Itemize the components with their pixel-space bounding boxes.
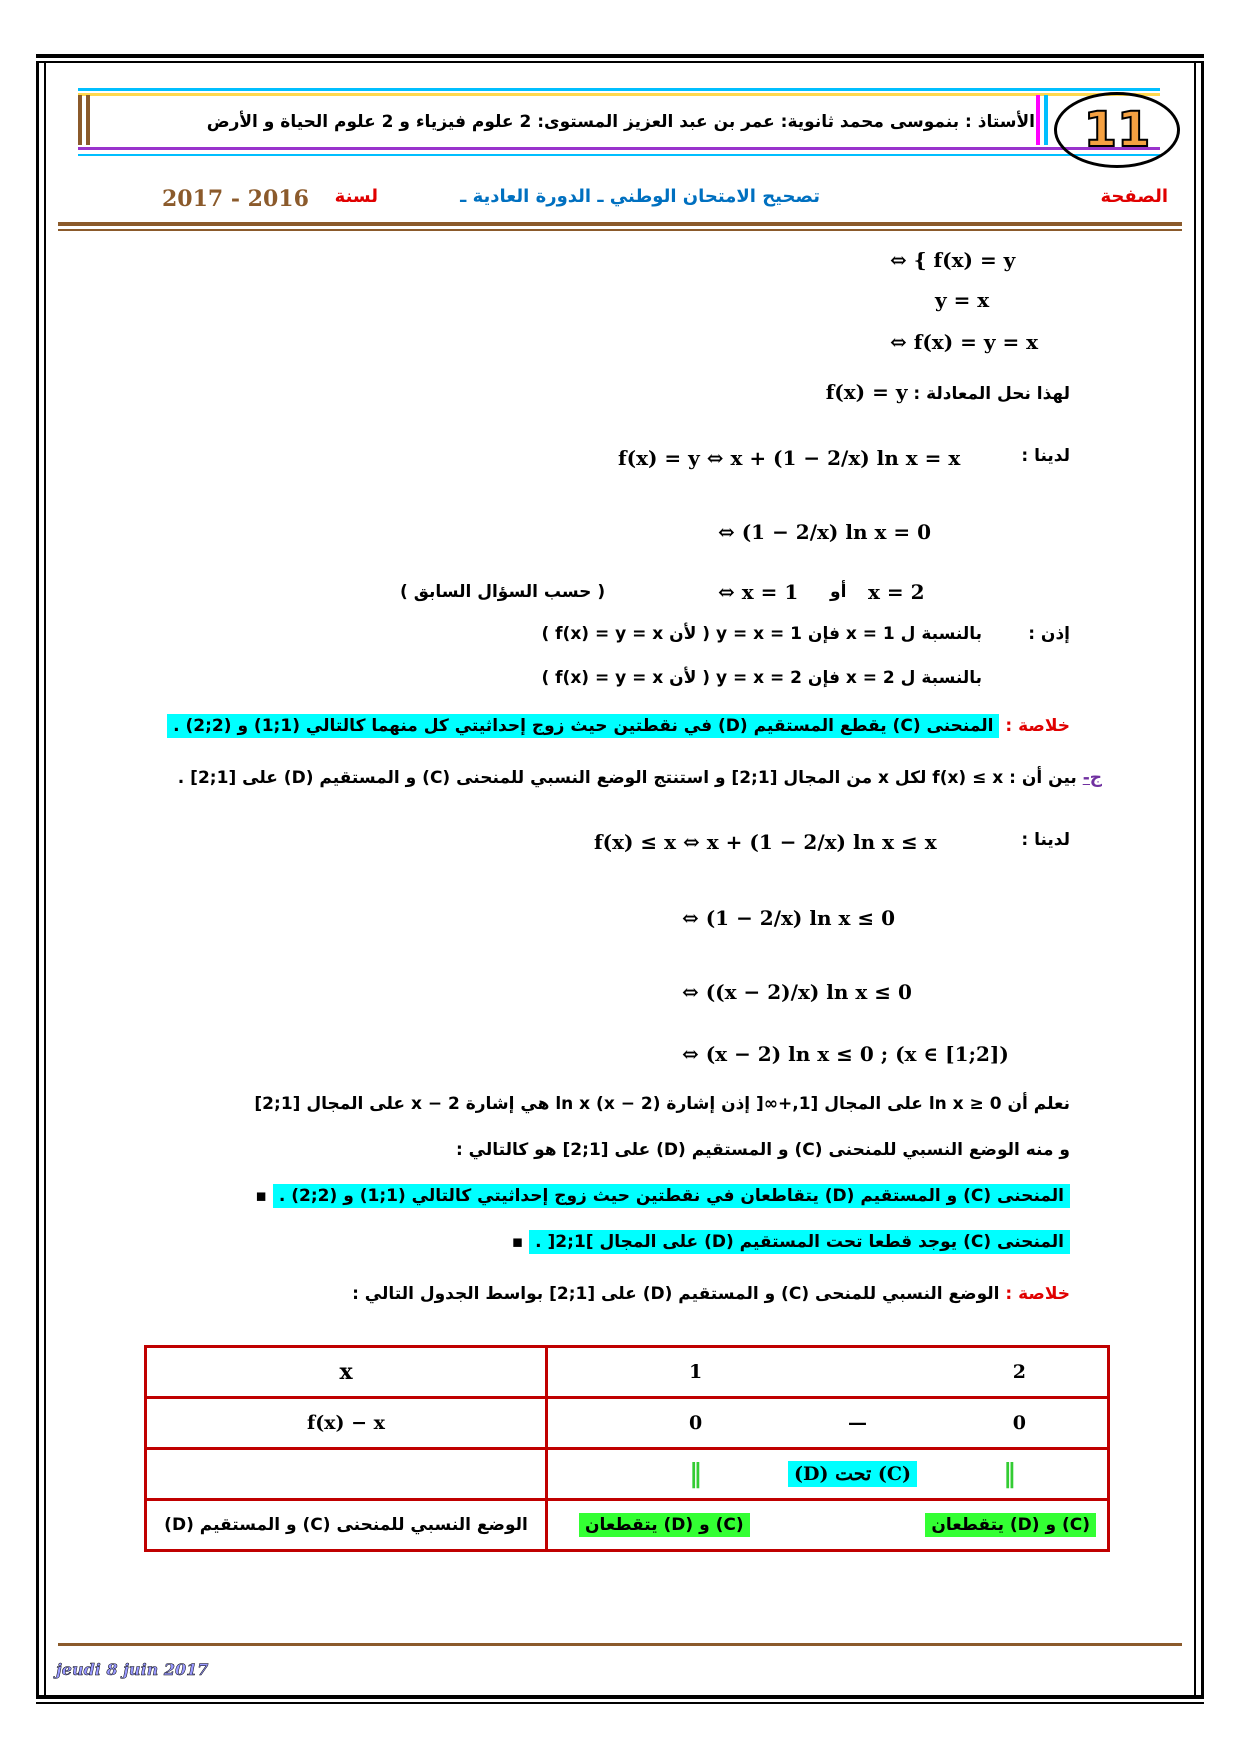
ineq-line2: ⇔ (1 − 2/x) ln x ≤ 0 xyxy=(682,906,895,930)
header-separator2 xyxy=(58,229,1182,231)
header-rule-top xyxy=(78,88,1160,91)
exam-title: تصحيح الامتحان الوطني ـ الدورة العادية ـ xyxy=(460,186,820,207)
table-row-position xyxy=(146,1500,1109,1551)
page-frame-bottom xyxy=(36,1695,1204,1699)
x-value-1: 1 xyxy=(689,1361,703,1383)
cell-position-label: الوضع النسبي للمنحنى (C) و المستقيم (D) xyxy=(146,1500,547,1551)
sign-zero-1: 0 xyxy=(689,1412,703,1434)
header-bar-right1 xyxy=(1036,95,1040,145)
position-right: (C) و (D) يتقطعان xyxy=(925,1513,1096,1537)
bullet-1-marker: ▪ xyxy=(255,1186,267,1206)
frame-right-outer xyxy=(1201,63,1204,1695)
header-bar-right2 xyxy=(1044,95,1048,145)
page-frame-bottom-inner xyxy=(36,1702,1204,1704)
teacher-info: الأستاذ : بنموسى محمد ثانوية: عمر بن عبد العزيز المستوى: 2 علوم فيزياء و 2 علوم الحياة و الأرض xyxy=(206,112,1035,132)
page-frame-top xyxy=(36,54,1204,58)
case-x2: بالنسبة ل x = 2 فإن y = x = 2 ( لأن f(x) = y = x ) xyxy=(541,668,982,688)
bullet-2-text: المنحنى (C) يوجد قطعا تحت المستقيم (D) على المجال ]1;2[ . xyxy=(529,1230,1070,1254)
sign-reasoning: نعلم أن ln x ≥ 0 على المجال [1,+∞[ إذن إشارة (x − 2) ln x هي إشارة x − 2 على المجال [1;2] xyxy=(254,1094,1070,1114)
question-c-label: ج- xyxy=(1082,768,1102,788)
footer-date: jeudi 8 juin 2017 xyxy=(56,1660,209,1679)
header-rule-bottom2 xyxy=(78,154,1160,156)
position-left: (C) و (D) يتقطعان xyxy=(579,1513,750,1537)
cell-x-label: x xyxy=(146,1347,547,1398)
question-c-text: بين أن : f(x) ≤ x لكل x من المجال [1;2] و استنتج الوضع النسبي للمنحنى (C) و المستقيم (D) على [1;2] . xyxy=(177,768,1077,788)
table-row-below xyxy=(146,1449,1109,1500)
page-label: الصفحة xyxy=(1100,186,1168,207)
equiv-line: ⇔ f(x) = y = x xyxy=(890,330,1039,354)
conclusion2 xyxy=(352,1284,1070,1304)
bullet-2 xyxy=(512,1232,1070,1252)
ineq-line3: ⇔ ((x − 2)/x) ln x ≤ 0 xyxy=(682,980,912,1004)
page-number-badge: 11 xyxy=(1054,92,1180,168)
header-bar-left2 xyxy=(86,95,90,145)
frame-left-outer xyxy=(36,63,39,1695)
cell-sign-values xyxy=(547,1398,1109,1449)
conclusion1 xyxy=(167,716,1070,736)
x-value-2: 2 xyxy=(1012,1361,1026,1383)
given-label: لدينا : xyxy=(1021,446,1070,466)
solve-intro-math: f(x) = y xyxy=(825,380,908,404)
footer-separator xyxy=(58,1643,1182,1646)
question-c xyxy=(178,768,1102,788)
system-line1: ⇔ { f(x) = y xyxy=(890,248,1016,272)
double-bar-left: ‖ xyxy=(689,1459,702,1489)
year-value: 2017 - 2016 xyxy=(162,186,309,212)
case-x1: بالنسبة ل x = 1 فإن y = x = 1 ( لأن f(x) = y = x ) xyxy=(541,624,982,644)
system-line2: y = x xyxy=(935,288,990,312)
table-row-x xyxy=(146,1347,1109,1398)
therefore-label: إذن : xyxy=(1028,624,1070,644)
page-frame-top-inner xyxy=(36,61,1204,63)
solve-intro xyxy=(826,380,1070,404)
conclusion2-text: الوضع النسبي للمنحى (C) و المستقيم (D) على [1;2] بواسط الجدول التالي : xyxy=(352,1284,1000,1304)
sign-zero-2: 0 xyxy=(1012,1412,1026,1434)
solve-intro-text: لهذا نحل المعادلة : xyxy=(913,384,1070,404)
cell-below xyxy=(547,1449,1109,1500)
or-word: أو xyxy=(830,582,847,602)
header-rule-bottom xyxy=(78,147,1160,150)
year-label: لسنة xyxy=(334,186,378,207)
header-separator xyxy=(58,222,1182,226)
below-text: (C) تحت (D) xyxy=(788,1461,917,1487)
double-bar-right: ‖ xyxy=(1003,1459,1016,1489)
previous-question-note: ( حسب السؤال السابق ) xyxy=(400,582,606,602)
equiv-eq2: ⇔ (1 − 2/x) ln x = 0 xyxy=(718,520,931,544)
frame-right-inner xyxy=(1194,63,1196,1695)
ineq-line1: f(x) ≤ x ⇔ x + (1 − 2/x) ln x ≤ x xyxy=(594,830,937,854)
conclusion2-label: خلاصة : xyxy=(1005,1284,1070,1304)
bullet-1-text: المنحنى (C) و المستقيم (D) يتقاطعان في نقطتين حيث زوج إحداثيتي كالتالي (1;1) و (2;2) . xyxy=(273,1184,1070,1208)
frame-left-inner xyxy=(44,63,46,1695)
cell-sign-label: f(x) − x xyxy=(146,1398,547,1449)
cell-position-values xyxy=(547,1500,1109,1551)
given-label2: لدينا : xyxy=(1021,830,1070,850)
sign-minus: — xyxy=(848,1412,867,1434)
solution-x2: x = 2 xyxy=(868,580,925,604)
bullet-2-marker: ▪ xyxy=(511,1232,524,1252)
table-row-sign xyxy=(146,1398,1109,1449)
cell-x-values xyxy=(547,1347,1109,1398)
ineq-line4: ⇔ (x − 2) ln x ≤ 0 ; (x ∈ [1;2]) xyxy=(682,1042,1009,1066)
conclusion1-label: خلاصة : xyxy=(1005,716,1070,736)
conclusion1-text: المنحنى (C) يقطع المستقيم (D) في نقطتين حيث زوج إحداثيتي كل منهما كالتالي (1;1) و (2;2) . xyxy=(167,714,999,738)
header-rule-top2 xyxy=(78,93,1160,96)
bullet-1 xyxy=(255,1186,1070,1206)
relative-position-table xyxy=(144,1345,1110,1552)
cell-empty xyxy=(146,1449,547,1500)
given-eq: f(x) = y ⇔ x + (1 − 2/x) ln x = x xyxy=(618,446,961,470)
position-intro: و منه الوضع النسبي للمنحنى (C) و المستقيم (D) على [1;2] هو كالتالي : xyxy=(455,1140,1070,1160)
solution-x1: ⇔ x = 1 xyxy=(718,580,799,604)
header-bar-left1 xyxy=(78,95,82,145)
